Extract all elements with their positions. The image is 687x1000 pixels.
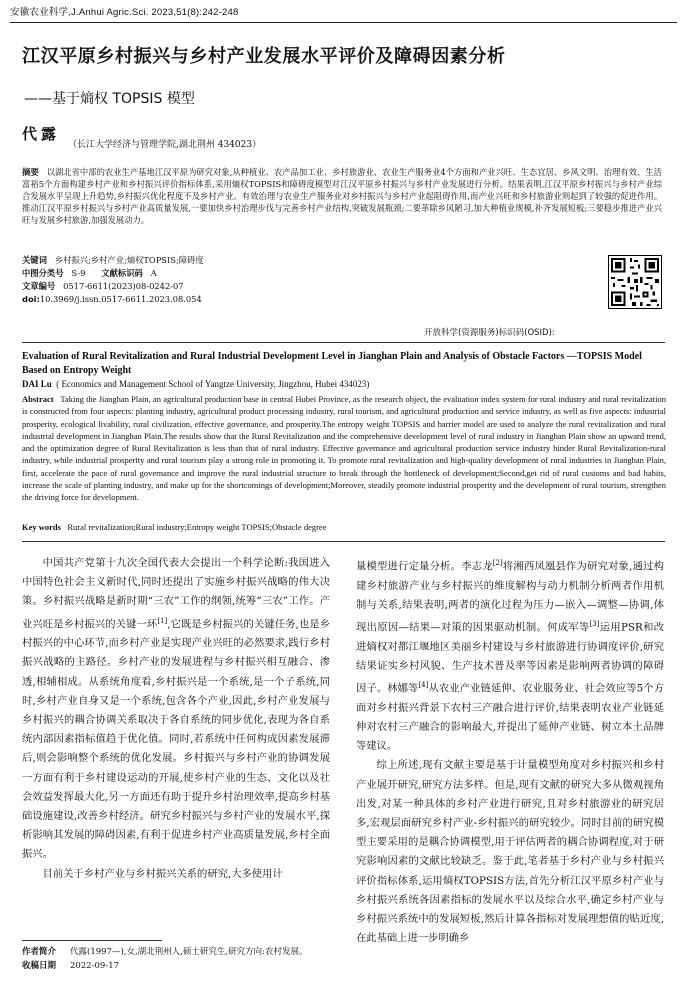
english-abstract-text: Taking the Jianghan Plain, an agricultural production base in central Hubei Province, as the research object, the evaluation index system for rural industry and rural revitalization is constructed from four aspects: planting industry, agricultural product processing industry, rural tourism, and agricultural production and service industry, as well as five aspects: industrial prosperity, ecological livability, rural civilization, effective governance, and prosperity.The entropy weight TOPSIS and barrier model are used to analyze the rural revitalization and rural industrial development in Jianghan Plain.The results show that the Rural Revitalization and the comprehensive development level of rural industry in Jianghan Plain show an upward trend, and the optimization degree of Rural Revitalization is less than that of rural industry. Effective governance and agricultural production service industry hinder Rural Revitalization-rural industry, while industrial prosperity and rural tourism play a strong role in promoting it. To promote rural revitalization and high-quality development of rural industries in Jianghan Plain, first, accelerate the pace of rural governance and improve the rural industrial structure to break through the bottleneck of development;Second,get rid of rural customs and bad habits, increase the scale of planting industry, and make up for the shortcomings of development;Moreover, steadily promote industrial prosperity and the development of rural tourism, strengthen the driving force for development. — [22, 394, 666, 503]
footnote — [22, 946, 342, 972]
footnote-author — [22, 946, 342, 958]
footnote-divider — [22, 940, 162, 941]
osid-label: 开放科学(资源服务)标识码(OSID): — [424, 328, 555, 338]
qr-code-icon[interactable] — [608, 255, 662, 309]
english-author — [22, 379, 369, 389]
english-keywords-label: Key words — [22, 522, 61, 532]
body-right-column — [356, 554, 664, 948]
english-abstract-label: Abstract — [22, 394, 54, 404]
keywords-cn-text: 乡村振兴;乡村产业;熵权TOPSIS;障碍度 — [54, 255, 204, 265]
footnote-author-text: 代露(1997—),女,湖北荆州人,硕士研究生,研究方向:农村发展。 — [70, 947, 308, 957]
paragraph: 量模型进行定量分析。李志龙[2]将湘西凤凰县作为研究对象,通过构建乡村旅游产业与乡村振兴的维度解构与动力机制分析两者作用机制与关系,结果表明,两者的演化过程为压力—嵌入—调整—协调,体现出原因—结果—对策的因果驱动机制。何成军等[3]运用PSR和改进熵权对都江堰地区美丽乡村建设与乡村旅游进行协调度评价,研究结果证实乡村风貌、生产技术普及率等因素是影响两者协调的障碍因子。林娜等[4]从农业产业链延伸、农业服务业、社会效应等5个方面对乡村振兴背景下农村三产融合进行评价,结果表明农业产业链延伸对农村三产融合的影响最大,并提出了延伸产业链、树立本土品牌等建议。 — [356, 559, 664, 753]
class-number — [22, 268, 157, 279]
paper-subtitle: ——基于熵权 TOPSIS 模型 — [24, 91, 195, 107]
footnote-author-label: 作者简介 — [22, 947, 57, 957]
header-divider — [10, 22, 677, 23]
keywords-cn-label: 关键词 — [22, 255, 47, 265]
english-title: Evaluation of Rural Revitalization and Rural Industrial Development Level in Jianghan Plain and Analysis of Obstacle Factors —TOPSIS Model Based on Entropy Weight — [22, 351, 642, 376]
doc-code-text: A — [150, 268, 157, 278]
abstract-cn-label: 摘要 — [22, 167, 39, 177]
article-number-label: 文章编号 — [22, 281, 56, 291]
class-number-text: S-9 — [71, 268, 86, 278]
abstract-cn-text: 以湖北省中部的农业生产基地江汉平原为研究对象,从种植业、农产品加工业、乡村旅游业、农业生产服务业4个方面和产业兴旺、生态宜居、乡风文明、治理有效、生活富裕5个方面构建乡村产业和乡村振兴评价指标体系,采用熵权TOPSIS和障碍度模型对江汉平原乡村振兴与乡村产业发展进行分析。结果表明,江汉平原乡村振兴与乡村产业综合发展水平呈现上升趋势,乡村振兴优化程度不及乡村产业。有效治理与农业生产服务业对乡村振兴与乡村产业起阻碍作用,而产业兴旺和乡村旅游业则起到了较强的促进作用。推动江汉平原乡村振兴与乡村产业高质量发展,一要加快乡村治理步伐与完善乡村产业结构,突破发展瓶颈;二要革除乡风陋习,加大种植业规模,补齐发展短板;三要稳步推进产业兴旺与发展乡村旅游,加强发展动力。 — [22, 167, 662, 225]
english-affiliation: ( Economics and Management School of Yangtze University, Jingzhou, Hubei 434023) — [56, 379, 370, 389]
doi-link[interactable]: 10.3969/j.issn.0517-6611.2023.08.054 — [39, 294, 202, 304]
author-affiliation: （长江大学经济与管理学院,湖北荆州 434023） — [68, 140, 262, 150]
body-left-column — [22, 554, 330, 884]
article-number — [22, 281, 184, 292]
paragraph: 中国共产党第十九次全国代表大会提出一个科学论断:我国进入中国特色社会主义新时代,同时还提出了实施乡村振兴战略的伟大决策。乡村振兴战略是新时期“三农”工作的纲领,统筹“三农”工作。产业兴旺是乡村振兴的关键一环[1],它既是乡村振兴的关键任务,也是乡村振兴的中心环节,而乡村产业是实现产业兴旺的必然要求,践行乡村振兴战略的主路径。乡村产业的发展进程与乡村振兴相互融合、渗透,相辅相成。从系统角度看,乡村振兴是一个系统,是一个子系统,同时,乡村产业自身又是一个系统,包含各个产业,因此,乡村产业发展与乡村振兴的耦合协调关系取决于各自系统的同步优化,表现为各自系统内部因素指标值趋于优化值。同时,若系统中任何构成因素发展滞后,则会影响整个系统的优化发展。乡村振兴与乡村产业的协调发展一方面有利于乡村建设运动的开展,使乡村产业的生态、文化以及社会效益发挥最大化,另一方面还有助于提升乡村治理效率,提高乡村基础设施建设,改善乡村经济。研究乡村振兴与乡村产业的发展水平,探析影响其发展的障碍因素,有利于促进乡村产业高质量发展,乡村全面振兴。 — [22, 557, 331, 861]
keywords-cn — [22, 255, 204, 266]
english-keywords — [22, 522, 326, 532]
author-name: 代露 — [22, 125, 61, 143]
journal-header: 安徽农业科学,J.Anhui Agric.Sci. 2023,51(8):242-248 — [10, 7, 239, 18]
doi — [22, 294, 202, 305]
paragraph: 综上所述,现有文献主要是基于计量模型角度对乡村振兴和乡村产业展开研究,研究方法多样。但是,现有文献的研究大多从微观视角出发,对某一种具体的乡村产业进行研究,且对乡村旅游业的研究居多,宏观层面研究乡村产业-乡村振兴的研究较少。同时目前的研究模型主要采用的是耦合协调模型,用于评估两者的耦合协调程度,对于研究影响因素的文献比较缺乏。鉴于此,笔者基于乡村产业与乡村振兴评价指标体系,运用熵权TOPSIS方法,首先分析江汉平原乡村产业与乡村振兴系统各因素指标的发展水平以及综合水平,确定乡村产业与乡村振兴系统中的发展短板,然后计算各指标对发展理想值的贴近度,在此基础上进一步明确乡 — [356, 759, 664, 945]
doi-label: doi: — [22, 294, 40, 304]
class-number-label: 中图分类号 — [22, 268, 64, 278]
body-divider — [22, 541, 665, 542]
doc-code-label: 文献标识码 — [101, 268, 143, 278]
english-abstract — [22, 393, 666, 504]
abstract-cn — [22, 166, 662, 226]
english-keywords-text: Rural revitalization;Rural industry;Entropy weight TOPSIS;Obstacle degree — [67, 522, 327, 532]
footnote-date-label: 收稿日期 — [22, 961, 57, 971]
article-number-text: 0517-6611(2023)08-0242-07 — [63, 281, 184, 291]
footnote-date-text: 2022-09-17 — [70, 961, 120, 971]
english-author-name: DAI Lu — [22, 379, 52, 389]
section-divider — [22, 342, 665, 343]
paragraph: 目前关于乡村产业与乡村振兴关系的研究,大多使用计 — [42, 867, 283, 880]
footnote-date — [22, 960, 342, 972]
paper-title: 江汉平原乡村振兴与乡村产业发展水平评价及障碍因素分析 — [22, 46, 506, 67]
